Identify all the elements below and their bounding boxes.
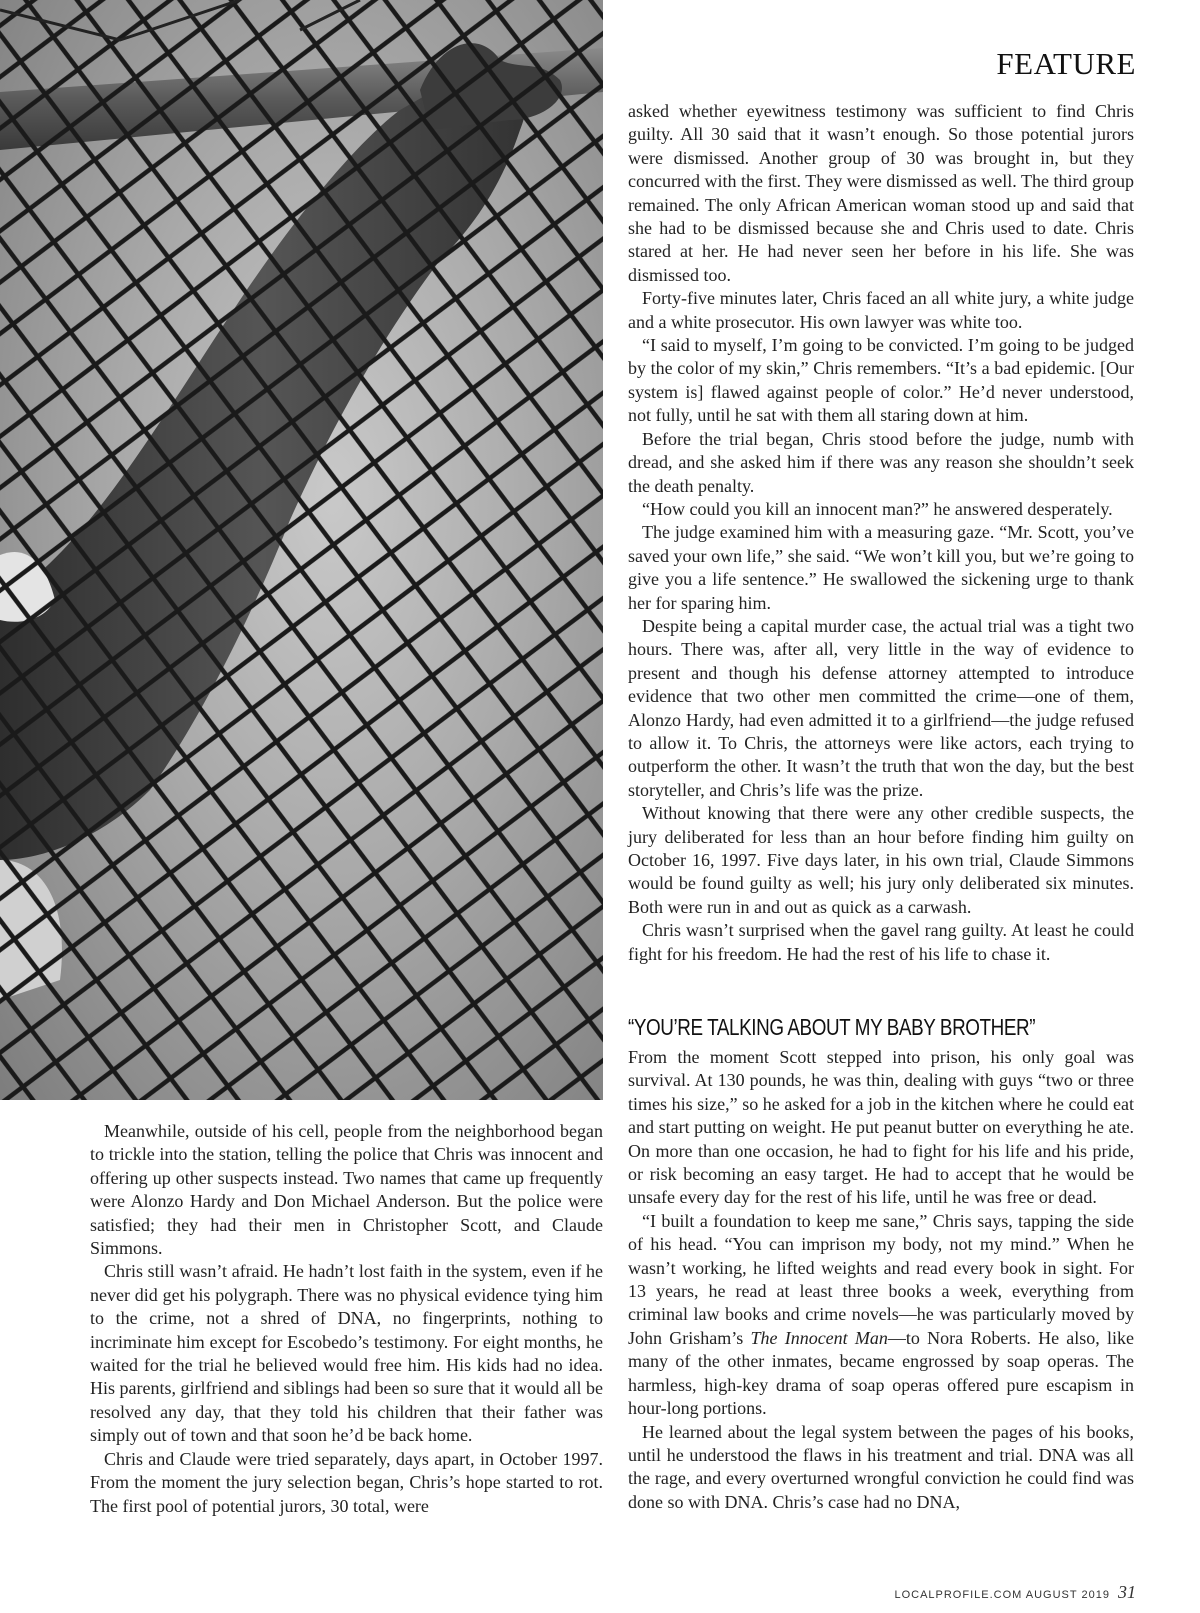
page-footer xyxy=(894,1582,1136,1603)
paragraph: He learned about the legal system between the pages of his books, until he understood the flaws in his treatment and trial. DNA was all the rage, and every overturned wrongful conviction he could find was done so with DNA. Chris’s case had no DNA, xyxy=(628,1421,1134,1512)
paragraph: “I said to myself, I’m going to be convicted. I’m going to be judged by the color of my skin,” Chris remembers. “It’s a bad epidemic. [Our system is] flawed against people of color.” He’d never understood, not fully, until he sat with them all staring down at him. xyxy=(628,335,1134,426)
paragraph: From the moment Scott stepped into prison, his only goal was survival. At 130 pounds, he was thin, dealing with guys “two or three times his size,” so he asked for a job in the kitchen where he could eat and start putting on weight. He put peanut butter on everything he ate. On more than one occasion, he had to fight for his life and his pride, or risk becoming an easy target. He had to accept that he would be unsafe every day for the rest of his life, until he was free or dead. xyxy=(628,1047,1134,1208)
paragraph: Chris wasn’t surprised when the gavel rang guilty. At least he could fight for his freedom. He had the rest of his life to chase it. xyxy=(628,920,1134,964)
paragraph xyxy=(628,1210,1134,1421)
paragraph: The judge examined him with a measuring gaze. “Mr. Scott, you’ve saved your own life,” she said. “We won’t kill you, but we’re going to give you a life sentence.” He swallowed the sickening urge to thank her for sparing him. xyxy=(628,522,1134,613)
paragraph: Chris and Claude were tried separately, days apart, in October 1997. From the moment the jury selection began, Chris’s hope started to rot. The first pool of potential jurors, 30 total, were xyxy=(90,1448,603,1516)
page-number: 31 xyxy=(1118,1582,1136,1602)
right-column-bottom xyxy=(628,1046,1134,1514)
paragraph: Chris still wasn’t afraid. He hadn’t lost faith in the system, even if he never did get his polygraph. There was no physical evidence tying him to the crime, not a shred of DNA, no fingerprints, nothing to incriminate him except for Escobedo’s testimony. For eight months, he waited for the trial he believed would free him. His kids had no idea. His parents, girlfriend and siblings had been so sure that it would all be resolved any day, that they told his children that their father was simply out of town and that soon he’d be back home. xyxy=(90,1261,603,1446)
footer-site: LOCALPROFILE.COM xyxy=(894,1589,1023,1601)
section-subhead: “YOU’RE TALKING ABOUT MY BABY BROTHER” xyxy=(628,1014,1036,1040)
paragraph: Despite being a capital murder case, the actual trial was a tight two hours. There was, after all, very little in the way of evidence to present and though his defense attorney attempted to introduce evidence that two other men committed the crime—one of them, Alonzo Hardy, had even admitted it to a girlfriend—the judge refused to allow it. To Chris, the attorneys were like actors, each trying to outperform the other. It wasn’t the truth that won the day, but the best storyteller, and Chris’s life was the prize. xyxy=(628,615,1134,800)
paragraph: “How could you kill an innocent man?” he answered desperately. xyxy=(642,498,1113,519)
section-label: FEATURE xyxy=(996,46,1136,81)
left-column xyxy=(90,1120,603,1518)
right-column-top xyxy=(628,100,1134,966)
footer-issue: AUGUST 2019 xyxy=(1025,1589,1110,1601)
paragraph: asked whether eyewitness testimony was sufficient to find Chris guilty. All 30 said that it wasn’t enough. So those potential jurors were dismissed. Another group of 30 was brought in, but they concurred with the first. They were dismissed as well. The third group remained. The only African American woman stood up and said that she had to be dismissed because she and Chris used to date. Chris stared at her. He had never seen her before in his life. She was dismissed too. xyxy=(628,101,1134,285)
chain-link-fence-photo-icon xyxy=(0,0,603,1100)
paragraph-text: “I built a foundation to keep me sane,” Chris says, tapping the side of his head. “You can imprison my body, not my mind.” When he wasn’t working, he lifted weights and read every book in sight. For 13 years, he read at least three books a week, everything from criminal law books and crime novels—he was particularly moved by John Grisham’s xyxy=(628,1210,1134,1348)
paragraph: Without knowing that there were any other credible suspects, the jury deliberated for less than an hour before finding him guilty on October 16, 1997. Five days later, in his own trial, Claude Simmons would be found guilty as well; his jury only deliberated six minutes. Both were run in and out as quick as a carwash. xyxy=(628,803,1134,917)
paragraph: Forty-five minutes later, Chris faced an all white jury, a white judge and a white prosecutor. His own lawyer was white too. xyxy=(628,288,1134,332)
paragraph-text: —to Nora Roberts. He also, like many of the other inmates, became engrossed by soap operas. The harmless, high-key drama of soap operas offered pure escapism in hour-long portions. xyxy=(628,1327,1135,1419)
paragraph: Before the trial began, Chris stood before the judge, numb with dread, and she asked him if there was any reason she shouldn’t seek the death penalty. xyxy=(628,428,1134,496)
paragraph: Meanwhile, outside of his cell, people from the neighborhood began to trickle into the station, telling the police that Chris was innocent and offering up other suspects instead. Two names that came up frequently were Alonzo Hardy and Don Michael Anderson. But the police were satisfied; they had their men in Christopher Scott, and Claude Simmons. xyxy=(90,1121,603,1259)
book-title: The Innocent Man xyxy=(750,1327,888,1348)
